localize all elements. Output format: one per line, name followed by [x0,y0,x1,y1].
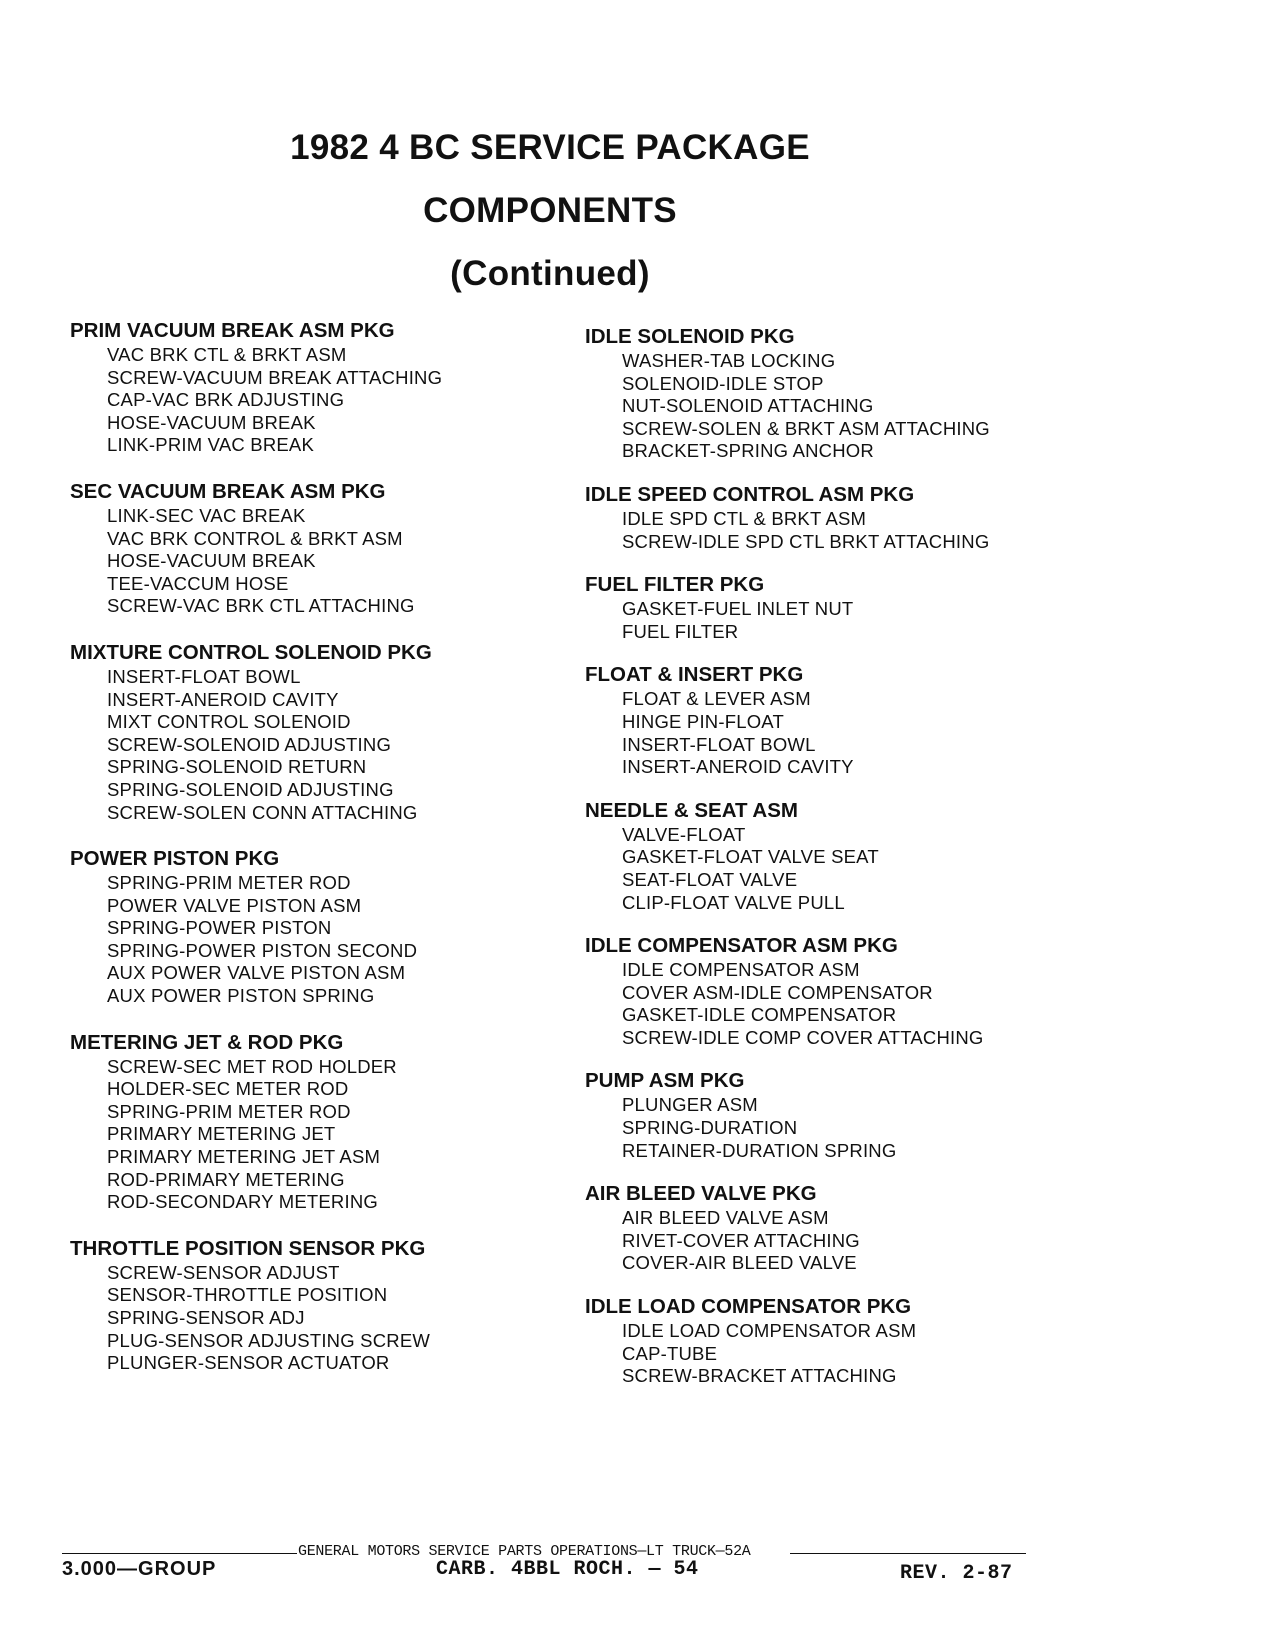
package-section [585,798,1105,914]
package-section [70,1236,590,1375]
package-item: BRACKET-SPRING ANCHOR [622,440,874,462]
package-item: RIVET-COVER ATTACHING [622,1229,860,1251]
package-item: LINK-SEC VAC BREAK [107,504,306,526]
package-heading: PRIM VACUUM BREAK ASM PKG [70,319,395,342]
package-item: SCREW-VAC BRK CTL ATTACHING [107,595,415,617]
package-heading: MIXTURE CONTROL SOLENOID PKG [70,640,432,664]
package-item: PRIMARY METERING JET [107,1123,336,1145]
page-continued-label: (Continued) [450,254,650,293]
package-item-list [70,344,590,457]
package-heading: FLOAT & INSERT PKG [585,663,804,687]
package-heading: IDLE LOAD COMPENSATOR PKG [585,1295,912,1319]
package-item-list [70,666,590,824]
package-item: SPRING-POWER PISTON SECOND [107,939,418,961]
footer-publisher-line: GENERAL MOTORS SERVICE PARTS OPERATIONS—LT TRUCK—52A [298,1543,751,1560]
package-item: SPRING-SENSOR ADJ [107,1307,305,1328]
package-item: SOLENOID-IDLE STOP [622,372,824,394]
package-item: HOSE-VACUUM BREAK [107,411,316,433]
package-heading: PUMP ASM PKG [585,1069,745,1093]
package-item: POWER VALVE PISTON ASM [107,894,362,916]
package-item: CLIP-FLOAT VALVE PULL [622,891,845,913]
package-item: ROD-SECONDARY METERING [107,1191,378,1213]
package-item: SEAT-FLOAT VALVE [622,868,798,890]
package-item: PLUG-SENSOR ADJUSTING SCREW [107,1329,431,1351]
package-item: PRIMARY METERING JET ASM [107,1146,381,1168]
page-subtitle: COMPONENTS [423,191,677,230]
package-item: SPRING-SOLENOID RETURN [107,756,367,778]
package-item-list [585,959,1105,1049]
package-item: IDLE LOAD COMPENSATOR ASM [622,1320,917,1342]
package-item: GASKET-FLOAT VALVE SEAT [622,846,879,868]
package-item: HOLDER-SEC METER ROD [107,1078,349,1100]
package-item: SCREW-SOLEN CONN ATTACHING [107,801,418,823]
package-item-list [585,1207,1105,1275]
package-item-list [70,1262,590,1375]
footer-revision: REV. 2-87 [900,1562,1013,1585]
package-item: PLUNGER-SENSOR ACTUATOR [107,1352,390,1374]
package-item-list [585,1094,1105,1162]
package-section [70,640,590,824]
package-item: COVER ASM-IDLE COMPENSATOR [622,981,933,1003]
footer-group: 3.000—GROUP [62,1558,217,1580]
package-item: SCREW-SOLEN & BRKT ASM ATTACHING [622,417,990,439]
package-heading: METERING JET & ROD PKG [70,1030,344,1054]
package-item: MIXT CONTROL SOLENOID [107,711,351,733]
package-section [585,1181,1105,1275]
package-item: SPRING-DURATION [622,1117,798,1139]
right-column [585,324,1105,1388]
package-heading: IDLE COMPENSATOR ASM PKG [585,934,898,958]
package-section [70,479,590,618]
package-item-list [70,872,590,1008]
package-item: SENSOR-THROTTLE POSITION [107,1284,388,1306]
package-item: VAC BRK CONTROL & BRKT ASM [107,527,403,549]
package-section [585,662,1105,778]
package-item: AUX POWER PISTON SPRING [107,985,375,1007]
package-section [70,318,590,457]
package-item: SCREW-IDLE SPD CTL BRKT ATTACHING [622,530,990,552]
package-item: FLOAT & LEVER ASM [622,688,811,710]
package-item: PLUNGER ASM [622,1094,758,1116]
left-column [70,318,590,1375]
package-item: CAP-VAC BRK ADJUSTING [107,389,345,411]
package-heading: AIR BLEED VALVE PKG [585,1182,817,1206]
package-heading: FUEL FILTER PKG [585,573,765,597]
page-title: 1982 4 BC SERVICE PACKAGE [290,128,810,167]
package-item: INSERT-FLOAT BOWL [622,733,816,755]
package-item-list [70,1056,590,1214]
package-item: INSERT-ANEROID CAVITY [622,756,854,778]
package-item-list [585,508,1105,553]
footer-section: CARB. 4BBL ROCH. — 54 [436,1558,699,1581]
package-item: SPRING-POWER PISTON [107,917,332,939]
package-item-list [585,598,1105,643]
package-item: AIR BLEED VALVE ASM [622,1207,829,1229]
package-item: SCREW-SOLENOID ADJUSTING [107,733,392,755]
package-section [585,933,1105,1049]
package-item: SCREW-VACUUM BREAK ATTACHING [107,366,443,388]
package-item-list [585,1320,1105,1388]
package-item: TEE-VACCUM HOSE [107,572,289,594]
package-heading: IDLE SOLENOID PKG [585,325,795,348]
package-item: AUX POWER VALVE PISTON ASM [107,962,406,984]
package-item: WASHER-TAB LOCKING [622,350,836,371]
package-item: COVER-AIR BLEED VALVE [622,1252,857,1274]
package-item: NUT-SOLENOID ATTACHING [622,395,874,417]
package-item-list [70,505,590,618]
package-heading: SEC VACUUM BREAK ASM PKG [70,479,386,503]
footer-rule-right [790,1553,1026,1554]
package-item: ROD-PRIMARY METERING [107,1168,345,1190]
package-item: SPRING-PRIM METER ROD [107,872,351,894]
package-item: CAP-TUBE [622,1342,718,1364]
package-item: GASKET-IDLE COMPENSATOR [622,1004,897,1026]
package-item: FUEL FILTER [622,620,739,642]
package-item: IDLE COMPENSATOR ASM [622,959,860,981]
package-item: VAC BRK CTL & BRKT ASM [107,344,347,365]
package-item: HOSE-VACUUM BREAK [107,550,316,572]
package-section [585,482,1105,553]
footer-rule-left [62,1553,297,1554]
package-item-list [585,350,1105,463]
package-heading: POWER PISTON PKG [70,847,280,871]
package-item: SCREW-BRACKET ATTACHING [622,1365,897,1387]
package-section [585,324,1105,463]
package-item-list [585,824,1105,914]
package-item: SCREW-SENSOR ADJUST [107,1261,340,1283]
package-item: SCREW-SEC MET ROD HOLDER [107,1055,397,1077]
package-item-list [585,688,1105,778]
package-heading: IDLE SPEED CONTROL ASM PKG [585,482,915,506]
package-section [585,1068,1105,1162]
package-item: SCREW-IDLE COMP COVER ATTACHING [622,1026,984,1048]
package-section [585,572,1105,643]
package-item: RETAINER-DURATION SPRING [622,1139,897,1161]
package-heading: NEEDLE & SEAT ASM [585,798,798,822]
package-item: LINK-PRIM VAC BREAK [107,434,315,456]
package-item: SPRING-PRIM METER ROD [107,1100,351,1122]
package-item: HINGE PIN-FLOAT [622,710,784,732]
package-item: GASKET-FUEL INLET NUT [622,598,854,620]
package-item: SPRING-SOLENOID ADJUSTING [107,778,394,800]
package-section [70,1030,590,1214]
package-section [70,846,590,1008]
package-heading: THROTTLE POSITION SENSOR PKG [70,1236,426,1260]
package-item: VALVE-FLOAT [622,823,746,845]
package-section [585,1294,1105,1388]
package-item: INSERT-ANEROID CAVITY [107,688,339,710]
package-item: INSERT-FLOAT BOWL [107,665,301,687]
package-item: IDLE SPD CTL & BRKT ASM [622,507,867,529]
